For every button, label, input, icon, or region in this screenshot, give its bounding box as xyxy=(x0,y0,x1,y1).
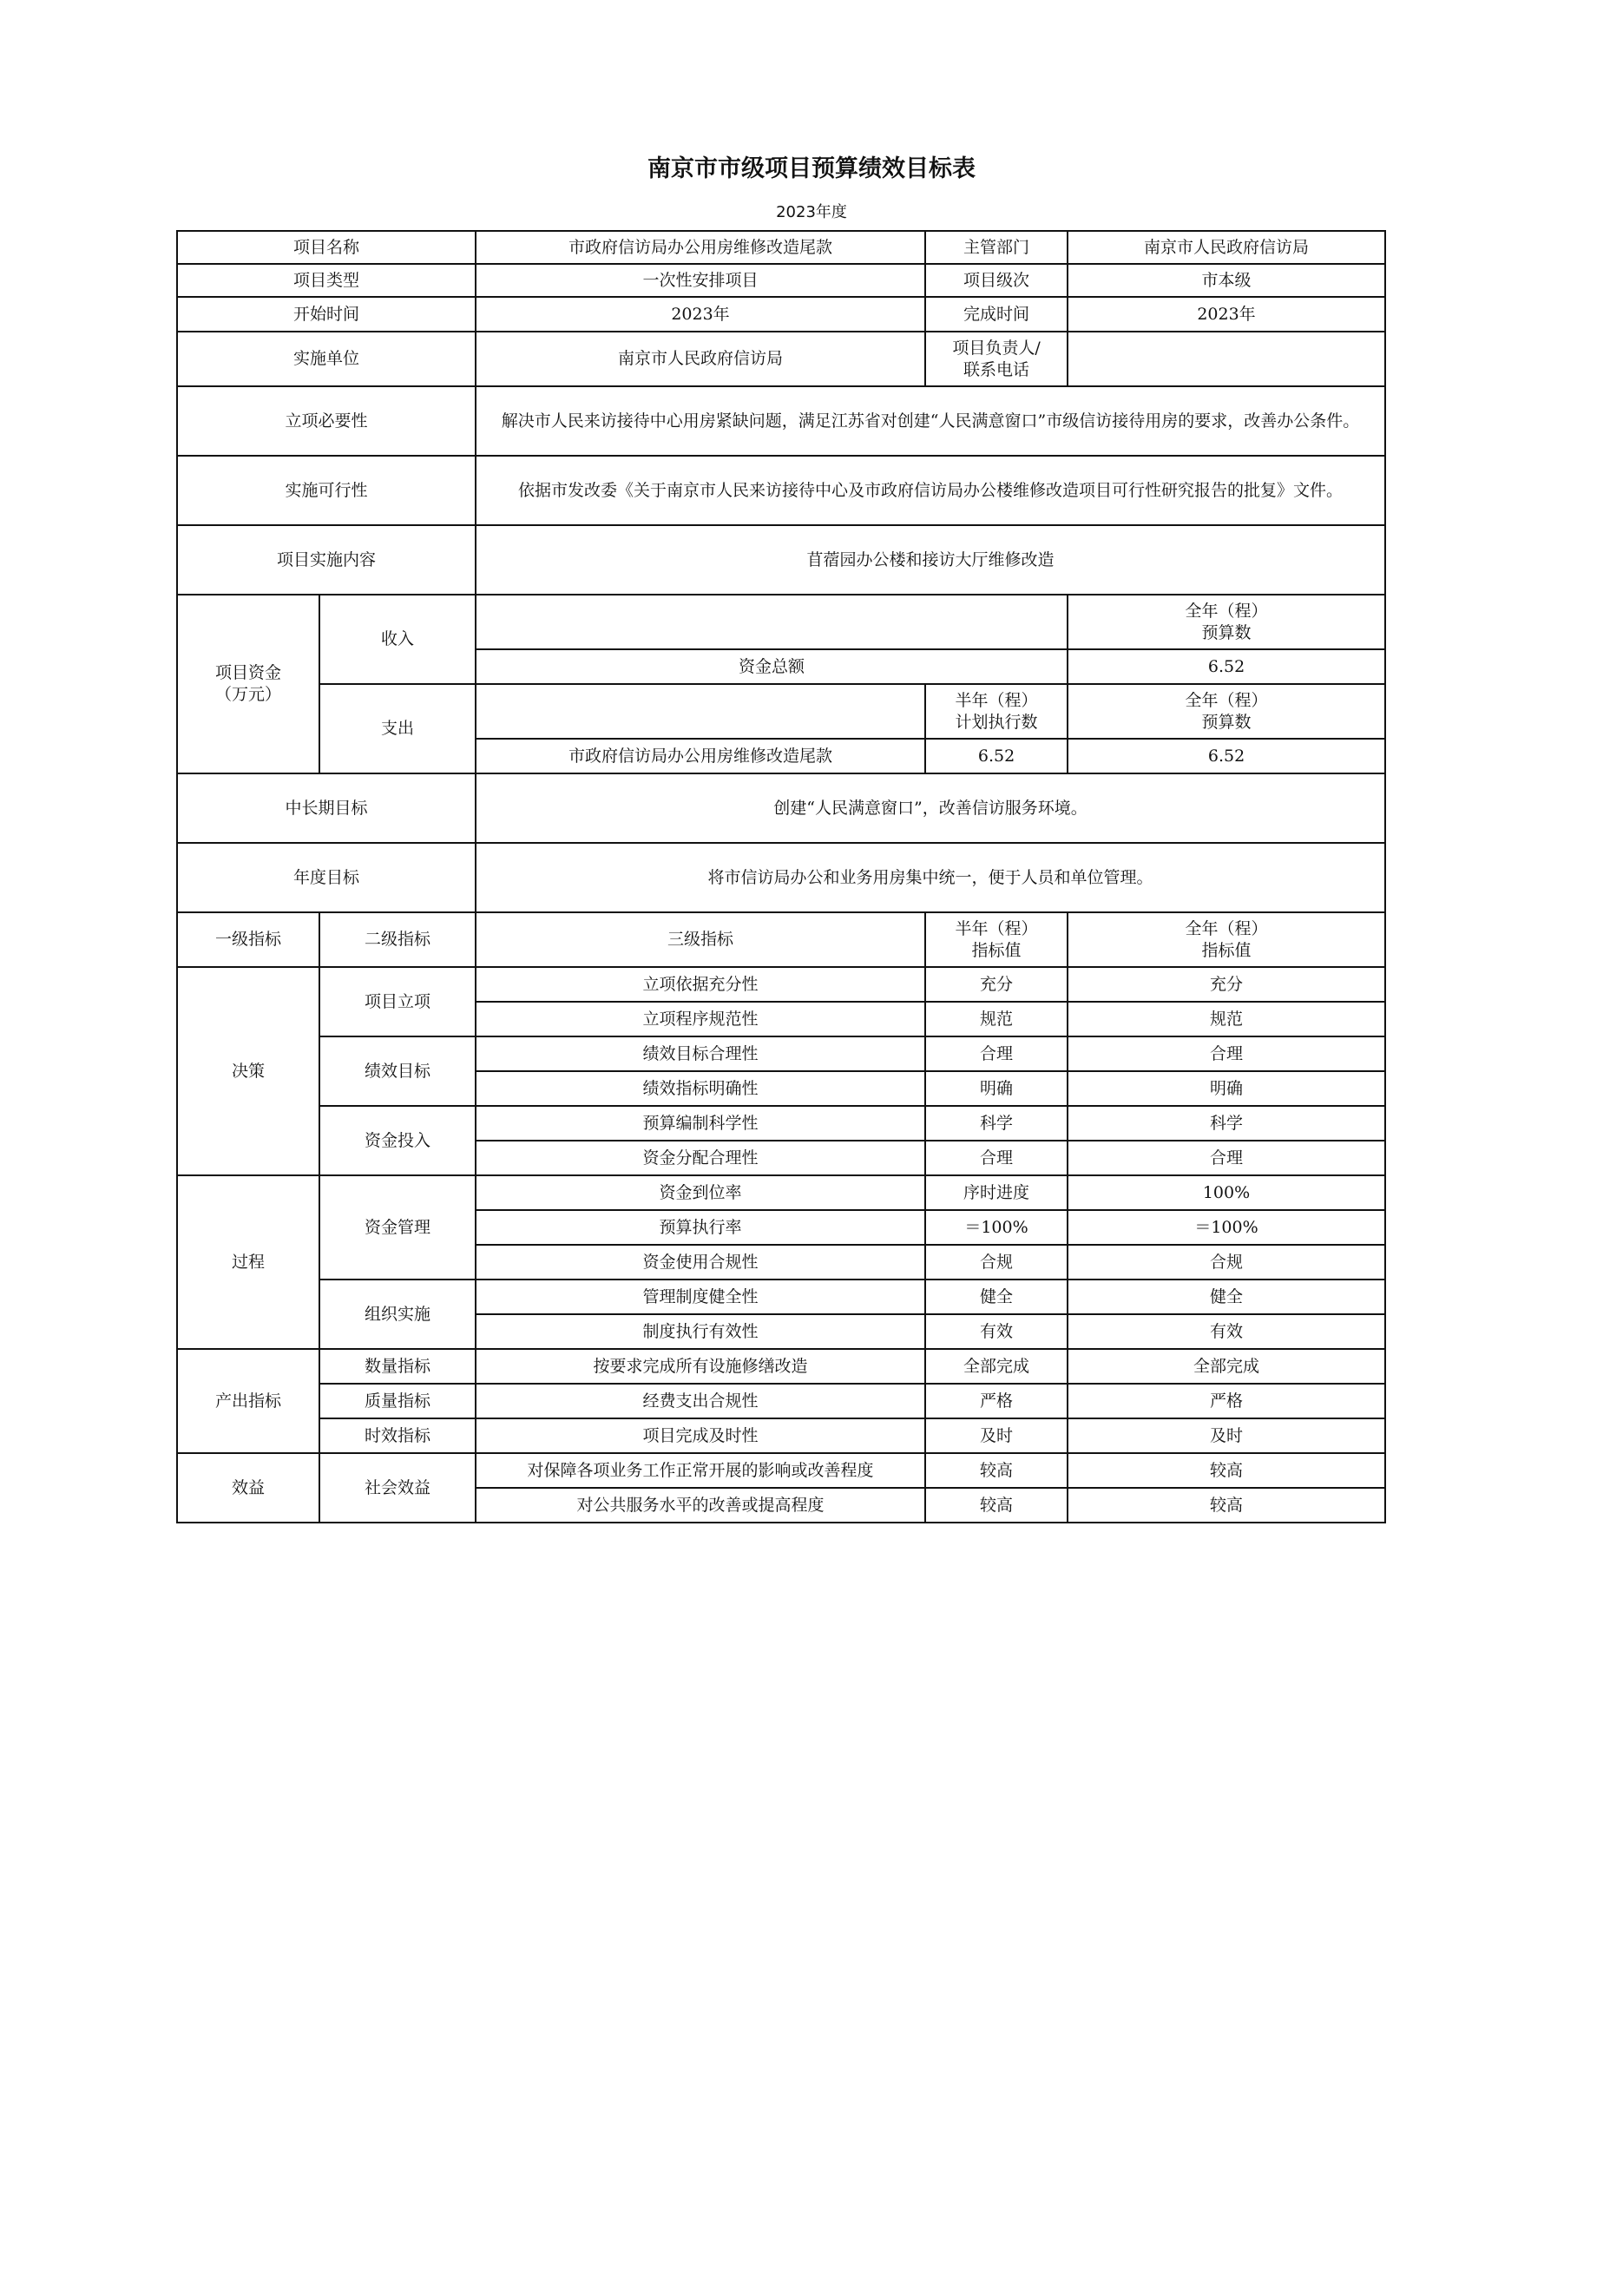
indicator-name: 立项程序规范性 xyxy=(476,1002,925,1036)
income-blank xyxy=(476,595,1068,649)
end-time-label: 完成时间 xyxy=(925,297,1068,332)
output-group-1: 数量指标 xyxy=(319,1349,476,1384)
process-group-2: 组织实施 xyxy=(319,1280,476,1349)
indicator-name: 预算编制科学性 xyxy=(476,1106,925,1141)
decision-label: 决策 xyxy=(177,967,319,1175)
level1-header: 一级指标 xyxy=(177,912,319,967)
funds-label xyxy=(177,595,319,773)
table-row xyxy=(177,773,1385,843)
indicator-name: 绩效目标合理性 xyxy=(476,1036,925,1071)
indicator-half-value: 科学 xyxy=(925,1106,1068,1141)
long-term-label: 中长期目标 xyxy=(177,773,476,843)
table-row xyxy=(177,525,1385,595)
half-year-header-line-2: 指标值 xyxy=(971,940,1022,960)
indicator-half-value: 合规 xyxy=(925,1245,1068,1280)
income-header xyxy=(1068,595,1385,649)
indicator-name: 经费支出合规性 xyxy=(476,1384,925,1418)
level3-header: 三级指标 xyxy=(476,912,925,967)
indicator-full-value: 明确 xyxy=(1068,1071,1385,1106)
project-level-label: 项目级次 xyxy=(925,264,1068,297)
indicator-half-value: ＝100% xyxy=(925,1210,1068,1245)
level2-header: 二级指标 xyxy=(319,912,476,967)
contact-value xyxy=(1068,332,1385,386)
total-funds-label: 资金总额 xyxy=(476,649,1068,684)
table-row xyxy=(177,456,1385,525)
page-title: 南京市市级项目预算绩效目标表 xyxy=(647,155,976,182)
indicator-name: 绩效指标明确性 xyxy=(476,1071,925,1106)
indicator-full-value: 有效 xyxy=(1068,1314,1385,1349)
indicator-name: 资金到位率 xyxy=(476,1175,925,1210)
expense-half-value: 6.52 xyxy=(925,739,1068,773)
expense-half-header-line-2: 计划执行数 xyxy=(955,712,1038,732)
indicator-half-value: 严格 xyxy=(925,1384,1068,1418)
indicator-name: 预算执行率 xyxy=(476,1210,925,1245)
dept-value: 南京市人民政府信访局 xyxy=(1068,231,1385,264)
feasibility-label: 实施可行性 xyxy=(177,456,476,525)
table-row xyxy=(177,1175,1385,1210)
table-row xyxy=(177,1280,1385,1314)
table-row xyxy=(177,332,1385,386)
implementing-unit-label: 实施单位 xyxy=(177,332,476,386)
necessity-text: 解决市人民来访接待中心用房紧缺问题，满足江苏省对创建“人民满意窗口”市级信访接待用房的要求，改善办公条件。 xyxy=(476,386,1385,456)
feasibility-text: 依据市发改委《关于南京市人民来访接待中心及市政府信访局办公楼维修改造项目可行性研究报告的批复》文件。 xyxy=(476,456,1385,525)
indicator-full-value: 全部完成 xyxy=(1068,1349,1385,1384)
contact-label-line-1: 项目负责人/ xyxy=(952,338,1041,358)
benefit-group-1: 社会效益 xyxy=(319,1453,476,1523)
total-funds-value: 6.52 xyxy=(1068,649,1385,684)
indicator-full-value: 较高 xyxy=(1068,1453,1385,1488)
full-year-header xyxy=(1068,912,1385,967)
indicator-full-value: 健全 xyxy=(1068,1280,1385,1314)
indicator-full-value: 100% xyxy=(1068,1175,1385,1210)
indicator-full-value: 科学 xyxy=(1068,1106,1385,1141)
indicator-name: 对公共服务水平的改善或提高程度 xyxy=(476,1488,925,1523)
indicator-name: 资金分配合理性 xyxy=(476,1141,925,1175)
project-type-value: 一次性安排项目 xyxy=(476,264,925,297)
indicator-half-value: 较高 xyxy=(925,1453,1068,1488)
annual-target-label: 年度目标 xyxy=(177,843,476,912)
table-row xyxy=(177,595,1385,649)
indicator-half-value: 全部完成 xyxy=(925,1349,1068,1384)
project-name-value: 市政府信访局办公用房维修改造尾款 xyxy=(476,231,925,264)
contact-label-line-2: 联系电话 xyxy=(963,359,1030,379)
decision-group-1: 项目立项 xyxy=(319,967,476,1036)
indicator-full-value: 合规 xyxy=(1068,1245,1385,1280)
expense-full-value: 6.52 xyxy=(1068,739,1385,773)
expense-full-header-line-2: 预算数 xyxy=(1201,712,1252,732)
project-level-value: 市本级 xyxy=(1068,264,1385,297)
expense-label: 支出 xyxy=(319,684,476,773)
indicator-half-value: 有效 xyxy=(925,1314,1068,1349)
process-group-1: 资金管理 xyxy=(319,1175,476,1280)
income-label: 收入 xyxy=(319,595,476,684)
end-time-value: 2023年 xyxy=(1068,297,1385,332)
full-year-header-line-1: 全年（程） xyxy=(1185,918,1268,938)
indicator-full-value: 充分 xyxy=(1068,967,1385,1002)
indicator-full-value: 合理 xyxy=(1068,1141,1385,1175)
indicator-half-value: 及时 xyxy=(925,1418,1068,1453)
funds-label-line-2: （万元） xyxy=(214,685,281,704)
content-label: 项目实施内容 xyxy=(177,525,476,595)
table-row xyxy=(177,386,1385,456)
output-group-2: 质量指标 xyxy=(319,1384,476,1418)
table-row xyxy=(177,843,1385,912)
indicator-half-value: 健全 xyxy=(925,1280,1068,1314)
start-time-value: 2023年 xyxy=(476,297,925,332)
expense-full-header-line-1: 全年（程） xyxy=(1185,690,1268,710)
table-row xyxy=(177,1453,1385,1488)
decision-group-2: 绩效目标 xyxy=(319,1036,476,1106)
expense-half-header-line-1: 半年（程） xyxy=(955,690,1038,710)
output-group-3: 时效指标 xyxy=(319,1418,476,1453)
table-row xyxy=(177,297,1385,332)
full-year-header-line-2: 指标值 xyxy=(1201,940,1252,960)
indicator-half-value: 规范 xyxy=(925,1002,1068,1036)
content-text: 苜蓿园办公楼和接访大厅维修改造 xyxy=(476,525,1385,595)
long-term-text: 创建“人民满意窗口”，改善信访服务环境。 xyxy=(476,773,1385,843)
table-row xyxy=(177,1036,1385,1071)
expense-blank xyxy=(476,684,925,739)
indicator-full-value: 规范 xyxy=(1068,1002,1385,1036)
indicator-half-value: 较高 xyxy=(925,1488,1068,1523)
necessity-label: 立项必要性 xyxy=(177,386,476,456)
expense-full-header xyxy=(1068,684,1385,739)
table-row xyxy=(177,1418,1385,1453)
indicator-half-value: 合理 xyxy=(925,1141,1068,1175)
income-header-line-1: 全年（程） xyxy=(1185,601,1268,621)
table-row xyxy=(177,1349,1385,1384)
annual-target-text: 将市信访局办公和业务用房集中统一，便于人员和单位管理。 xyxy=(476,843,1385,912)
expense-half-header xyxy=(925,684,1068,739)
half-year-header xyxy=(925,912,1068,967)
implementing-unit-value: 南京市人民政府信访局 xyxy=(476,332,925,386)
indicator-name: 对保障各项业务工作正常开展的影响或改善程度 xyxy=(476,1453,925,1488)
project-type-label: 项目类型 xyxy=(177,264,476,297)
contact-label xyxy=(925,332,1068,386)
table-row xyxy=(177,1384,1385,1418)
expense-item: 市政府信访局办公用房维修改造尾款 xyxy=(476,739,925,773)
indicator-name: 立项依据充分性 xyxy=(476,967,925,1002)
year-label: 2023年度 xyxy=(776,203,847,221)
half-year-header-line-1: 半年（程） xyxy=(955,918,1038,938)
indicator-name: 管理制度健全性 xyxy=(476,1280,925,1314)
income-header-line-2: 预算数 xyxy=(1201,622,1252,642)
indicator-half-value: 充分 xyxy=(925,967,1068,1002)
table-row xyxy=(177,684,1385,739)
table-row xyxy=(177,967,1385,1002)
table-row xyxy=(177,264,1385,297)
table-row xyxy=(177,231,1385,264)
table-row xyxy=(177,1106,1385,1141)
start-time-label: 开始时间 xyxy=(177,297,476,332)
benefit-label: 效益 xyxy=(177,1453,319,1523)
indicator-full-value: 及时 xyxy=(1068,1418,1385,1453)
indicator-full-value: 合理 xyxy=(1068,1036,1385,1071)
decision-group-3: 资金投入 xyxy=(319,1106,476,1175)
indicator-name: 项目完成及时性 xyxy=(476,1418,925,1453)
process-label: 过程 xyxy=(177,1175,319,1349)
funds-label-line-1: 项目资金 xyxy=(214,663,281,682)
indicator-full-value: ＝100% xyxy=(1068,1210,1385,1245)
indicator-name: 制度执行有效性 xyxy=(476,1314,925,1349)
dept-label: 主管部门 xyxy=(925,231,1068,264)
indicator-half-value: 合理 xyxy=(925,1036,1068,1071)
output-label: 产出指标 xyxy=(177,1349,319,1453)
indicator-half-value: 明确 xyxy=(925,1071,1068,1106)
indicator-full-value: 严格 xyxy=(1068,1384,1385,1418)
indicator-half-value: 序时进度 xyxy=(925,1175,1068,1210)
project-name-label: 项目名称 xyxy=(177,231,476,264)
indicator-name: 资金使用合规性 xyxy=(476,1245,925,1280)
indicator-header-row xyxy=(177,912,1385,967)
performance-target-table xyxy=(176,230,1386,1523)
indicator-full-value: 较高 xyxy=(1068,1488,1385,1523)
indicator-name: 按要求完成所有设施修缮改造 xyxy=(476,1349,925,1384)
